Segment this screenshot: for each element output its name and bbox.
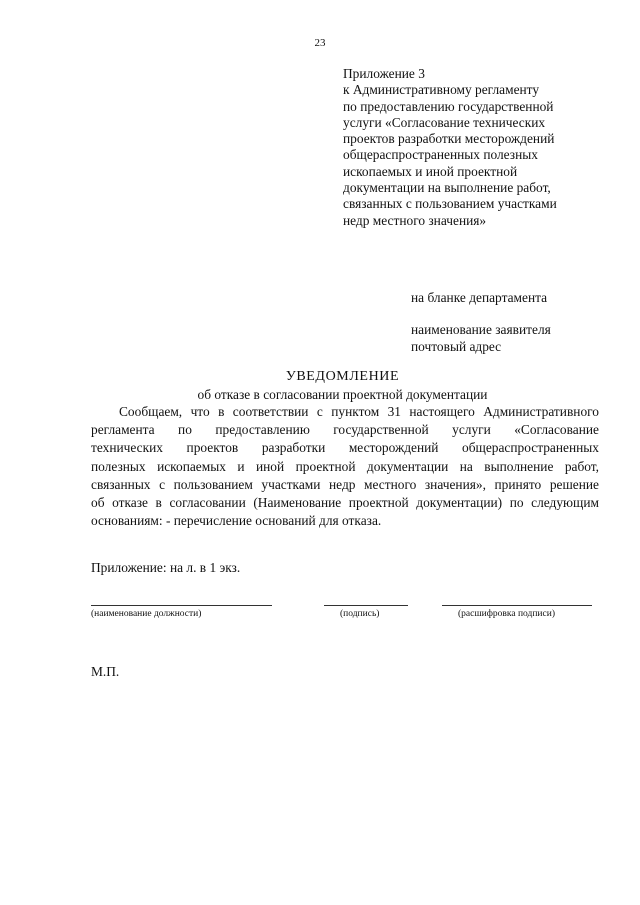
body-line: об отказе в согласовании (Наименование проектной документации) по следующим [91,495,599,511]
annex-line: ископаемых и иной проектной [343,163,518,179]
decoding-signature-line [442,605,592,606]
body-line: технических проектов разработки месторождений общераспространенных [91,440,599,456]
notice-title: УВЕДОМЛЕНИЕ [285,369,400,384]
body-line: Сообщаем, что в соответствии с пунктом 31 настоящего Административного [119,404,599,419]
decoding-label: (расшифровка подписи) [458,609,555,619]
annex-line: Приложение 3 [343,66,425,81]
annex-header [343,66,603,229]
page-number: 23 [314,37,326,49]
applicant-name: наименование заявителя [411,322,551,337]
annex-line: документации на выполнение работ, [343,180,551,196]
postal-address: почтовый адрес [411,339,502,354]
notice-subtitle: об отказе в согласовании проектной документации [197,387,488,402]
annex-line: общераспространенных полезных [343,147,538,163]
annex-line: недр местного значения» [343,212,487,228]
letterhead-note: на бланке департамента [411,290,548,305]
signature-label: (подпись) [340,609,380,619]
body-line: регламента по предоставлению государственной услуги «Согласование [91,422,599,438]
annex-line: услуги «Согласование технических [343,114,546,130]
body-line: полезных ископаемых и иной проектной документации на выполнение работ, [91,458,599,474]
annex-line: к Административному регламенту [343,82,540,98]
body-line: основаниям: - перечисление оснований для отказа. [91,513,382,529]
annex-line: по предоставлению государственной [343,98,554,114]
annex-line: проектов разработки месторождений [343,131,555,147]
position-signature-line [91,605,272,606]
annex-line: связанных с пользованием участками [343,196,557,212]
attachment-note: Приложение: на л. в 1 экз. [91,560,241,575]
stamp-mark: М.П. [91,664,120,679]
signature-line [324,605,408,606]
notice-body [91,403,599,530]
body-line: связанных с пользованием участками недр местного значения», принято решение [91,476,599,492]
position-label: (наименование должности) [91,609,202,619]
